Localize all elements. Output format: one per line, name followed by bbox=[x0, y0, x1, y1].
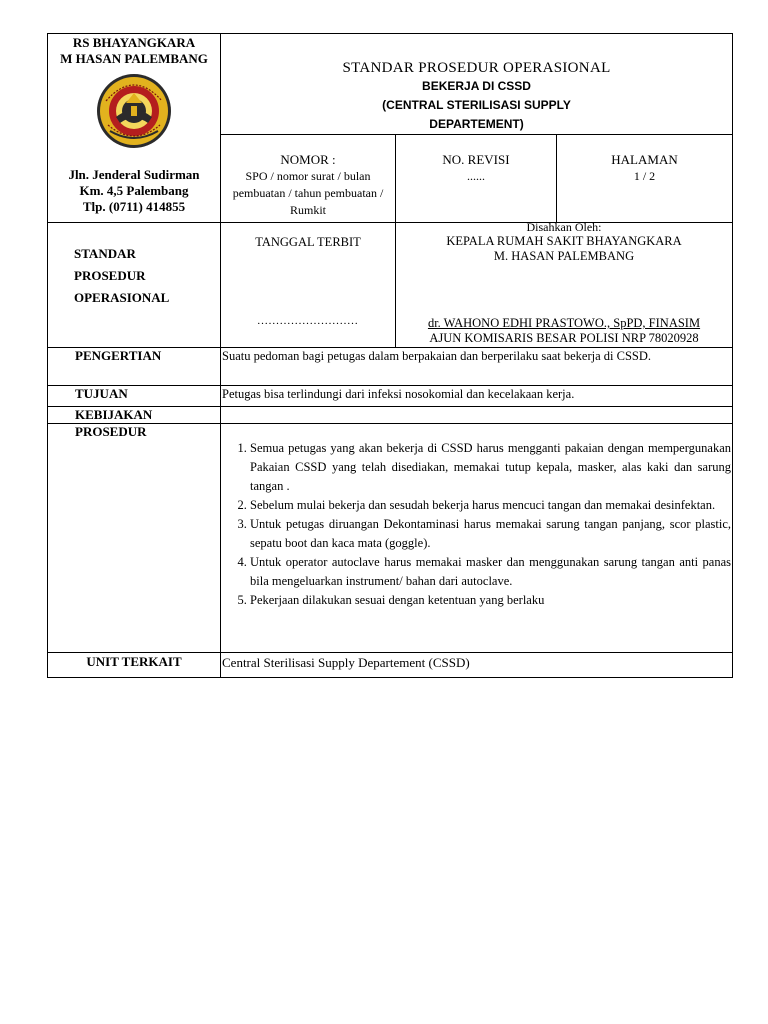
revisi-value: ...... bbox=[467, 169, 485, 183]
spo-label-line2: PROSEDUR bbox=[74, 268, 146, 283]
document-subtitle-line2: (CENTRAL STERILISASI SUPPLY bbox=[382, 98, 571, 112]
spo-label-line1: STANDAR bbox=[74, 246, 136, 261]
hospital-name-line1: RS BHAYANGKARA bbox=[72, 35, 196, 50]
spo-label-line3: OPERASIONAL bbox=[74, 290, 170, 305]
document-subtitle-line3: DEPARTEMENT) bbox=[429, 117, 524, 131]
pengertian-label: PENGERTIAN bbox=[48, 348, 221, 386]
phone-number: Tlp. (0711) 414855 bbox=[82, 199, 186, 214]
document-title: STANDAR PROSEDUR OPERASIONAL bbox=[342, 60, 611, 76]
disahkan-oleh: Disahkan Oleh: bbox=[526, 220, 602, 234]
prosedur-item: 4. Untuk operator autoclave harus memakai masker dan menggunakan sarung tangan anti panas bila mengeluarkan instrument/ bahan dari autoclave. bbox=[250, 553, 731, 591]
address-line2: Km. 4,5 Palembang bbox=[79, 183, 189, 198]
tanggal-terbit-value: ........................... bbox=[257, 315, 359, 327]
tujuan-text: Petugas bisa terlindungi dari infeksi nosokomial dan kecelakaan kerja. bbox=[221, 386, 733, 407]
pengesahan-cell bbox=[396, 220, 733, 348]
spo-label-cell bbox=[48, 223, 221, 348]
prosedur-item: 3. Untuk petugas diruangan Dekontaminasi harus memakai sarung tangan panjang, scor plastic, sepatu boot dan kaca mata (goggle). bbox=[250, 515, 731, 553]
unit-terkait-text: Central Sterilisasi Supply Departement (CSSD) bbox=[221, 653, 733, 678]
unit-terkait-label: UNIT TERKAIT bbox=[48, 653, 221, 678]
revisi-label: NO. REVISI bbox=[442, 152, 510, 167]
tanggal-terbit-label: TANGGAL TERBIT bbox=[255, 235, 361, 249]
prosedur-item: 5. Pekerjaan dilakukan sesuai dengan ketentuan yang berlaku bbox=[250, 591, 731, 610]
title-cell bbox=[221, 34, 733, 135]
kebijakan-label: KEBIJAKAN bbox=[48, 407, 221, 424]
signature-block bbox=[396, 316, 732, 346]
spo-table bbox=[47, 33, 733, 678]
address-line1: Jln. Jenderal Sudirman bbox=[68, 167, 200, 182]
prosedur-list bbox=[221, 439, 731, 610]
prosedur-item: 1. Semua petugas yang akan bekerja di CSSD harus mengganti pakaian dengan mempergunakan Pakaian CSSD yang telah disediakan, memakai tutup kepala, masker, alas kaki dan sarung tangan . bbox=[250, 439, 731, 496]
tanggal-terbit-cell bbox=[221, 223, 396, 348]
prosedur-label: PROSEDUR bbox=[48, 424, 221, 653]
kebijakan-text bbox=[221, 407, 733, 424]
nomor-label: NOMOR : bbox=[280, 152, 336, 167]
halaman-value: 1 / 2 bbox=[633, 169, 656, 183]
revisi-cell bbox=[396, 135, 557, 223]
kepala-line1: KEPALA RUMAH SAKIT BHAYANGKARA bbox=[446, 234, 682, 248]
prosedur-item: 2. Sebelum mulai bekerja dan sesudah bekerja harus mencuci tangan dan memakai desinfektan. bbox=[250, 496, 731, 515]
prosedur-cell bbox=[221, 424, 733, 653]
nomor-value: SPO / nomor surat / bulan pembuatan / tahun pembuatan / Rumkit bbox=[232, 169, 384, 217]
spo-document bbox=[47, 33, 732, 678]
hospital-name-line2: M HASAN PALEMBANG bbox=[60, 51, 208, 66]
nomor-cell bbox=[221, 135, 396, 223]
tujuan-label: TUJUAN bbox=[48, 386, 221, 407]
kepala-line2: M. HASAN PALEMBANG bbox=[493, 249, 635, 263]
hospital-identity-cell bbox=[48, 34, 221, 223]
hospital-logo bbox=[96, 73, 172, 149]
halaman-label: HALAMAN bbox=[611, 152, 678, 167]
pengertian-text: Suatu pedoman bagi petugas dalam berpakaian dan berperilaku saat bekerja di CSSD. bbox=[221, 348, 733, 386]
document-subtitle-line1: BEKERJA DI CSSD bbox=[422, 79, 531, 93]
halaman-cell bbox=[557, 135, 733, 223]
signer-rank: AJUN KOMISARIS BESAR POLISI NRP 78020928 bbox=[429, 331, 699, 345]
signer-name: dr. WAHONO EDHI PRASTOWO., SpPD, FINASIM bbox=[427, 316, 701, 330]
